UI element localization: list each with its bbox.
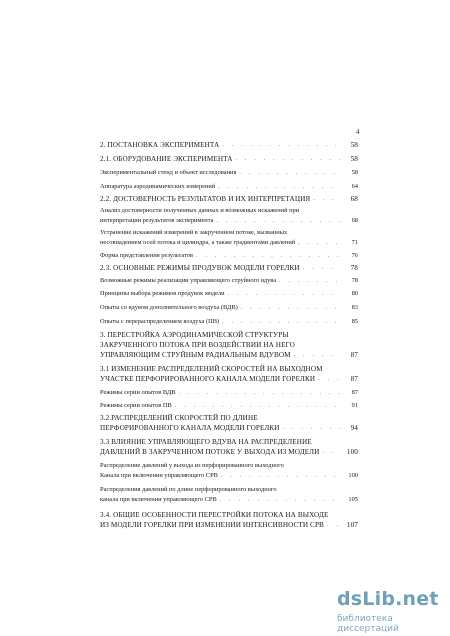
toc-entry-page: 100 [346, 448, 358, 456]
toc-entry-page: 68 [350, 195, 358, 203]
toc-entry [100, 263, 358, 273]
toc-entry-title: канала при включении управляющего СРВ [100, 496, 217, 503]
toc-entry-line: 3.4. ОБЩИЕ ОСОБЕННОСТИ ПЕРЕСТРОЙКИ ПОТОКА НА ВЫХОДЕ [100, 511, 329, 519]
toc-entry-line: Распределения давлений по длине перфорированного выходного [100, 486, 277, 493]
toc-entry-page: 71 [351, 239, 358, 246]
toc-entry-line: ЗАКРУЧЕННОГО ПОТОКА ПРИ ВОЗДЕЙСТВИИ НА НЕГО [100, 341, 295, 349]
toc-entry-title: несовпадением осей потока и цилиндра, а также градиентами давлений [100, 239, 296, 246]
toc-entry-title: УПРАВЛЯЮЩИМ СТРУЙНЫМ РАДИАЛЬНЫМ ВДУВОМ [100, 351, 291, 359]
toc-entry-page: 85 [351, 318, 358, 325]
toc-entry [100, 388, 358, 398]
toc-entry-line: Распределение давлений у выхода из перфорированного выходного [100, 462, 284, 469]
toc-entry-page: 87 [350, 375, 358, 383]
toc-entry-page: 87 [351, 389, 358, 396]
toc-entry-page: 78 [351, 277, 358, 284]
toc-entry-page: 68 [351, 217, 358, 224]
toc-entry-page: 105 [348, 496, 358, 503]
toc-entry [100, 276, 358, 286]
toc-entry [100, 206, 358, 226]
toc-entry-title: ДАВЛЕНИЙ В ЗАКРУЧЕННОМ ПОТОКЕ У ВЫХОДА ИЗ МОДЕЛИ [100, 448, 320, 456]
toc-entry-title: 2.1. ОБОРУДОВАНИЕ ЭКСПЕРИМЕНТА [100, 155, 233, 163]
toc-entry [100, 413, 358, 433]
toc-entry-page: 78 [350, 264, 358, 272]
watermark-logo: dsLib.net [337, 588, 439, 610]
toc-entry-title: ИЗ МОДЕЛИ ГОРЕЛКИ ПРИ ИЗМЕНЕНИИ ИНТЕНСИВНОСТИ СРВ [100, 521, 324, 529]
toc-entry-title: Опыты со вдувом дополнительного воздуха (ВДВ) [100, 304, 238, 311]
toc-entry [100, 485, 358, 505]
toc-entry-page: 58 [350, 141, 358, 149]
toc-entry [100, 194, 358, 204]
toc-entry-title: Опыты с перераспределением воздуха (ПВ) [100, 318, 220, 325]
toc-entry [100, 437, 358, 457]
watermark [333, 588, 449, 632]
toc-entry-title: Режимы серии опытов ВДВ [100, 389, 176, 396]
toc-entry-page: 83 [351, 304, 358, 311]
watermark-subtitle: библиотека диссертаций [337, 614, 399, 634]
toc-entry-page: 107 [346, 521, 358, 529]
toc-entry-title: ПЕРФОРИРОВАННОГО КАНАЛА МОДЕЛИ ГОРЕЛКИ [100, 424, 280, 432]
toc-entry-page: 91 [351, 402, 358, 409]
toc-entry-line: Анализ достоверности полученных данных и возможных искажений при [100, 207, 300, 214]
toc-entry-title: интерпретации результатов эксперимента [100, 217, 214, 224]
toc-entry [100, 168, 358, 178]
toc-entry-title: Аппаратура аэродинамических измерений [100, 183, 216, 190]
toc-entry-title: 2.2. ДОСТОВЕРНОСТЬ РЕЗУЛЬТАТОВ И ИХ ИНТЕРПРЕТАЦИЯ [100, 195, 311, 203]
toc-entry [100, 364, 358, 384]
toc-entry [100, 289, 358, 299]
toc-entry [100, 317, 358, 327]
toc-entry-line: Устранение искажений измерений в закрученном потоке, вызванных [100, 229, 288, 236]
toc-entry [100, 303, 358, 313]
toc-entry-line: 3.3 ВЛИЯНИЕ УПРАВЛЯЮЩЕГО ВДУВА НА РАСПРЕДЕЛЕНИЕ [100, 438, 312, 446]
toc-entry-page: 94 [350, 424, 358, 432]
toc-entry-title: 2.3. ОСНОВНЫЕ РЕЖИМЫ ПРОДУВОК МОДЕЛИ ГОРЕЛКИ [100, 264, 300, 272]
toc-entry-title: Канала при включении управляющего СРВ [100, 472, 218, 479]
toc-entry [100, 510, 358, 530]
toc-entry-line: 3. ПЕРЕСТРОЙКА АЭРОДИНАМИЧЕСКОЙ СТРУКТУРЫ [100, 331, 289, 339]
toc-entry [100, 401, 358, 411]
toc-entry-page: 76 [351, 252, 358, 259]
toc-entry [100, 140, 358, 150]
page-number: 4 [356, 128, 360, 136]
toc-entry [100, 154, 358, 164]
toc-entry-title: Форма представления результатов [100, 252, 194, 259]
toc-entry-title: Режимы серии опытов ПВ [100, 402, 172, 409]
toc-entry-page: 58 [351, 169, 358, 176]
toc-entry-title: Возможные режимы реализации управляющего струйного вдува [100, 277, 277, 284]
toc-entry-title: Экспериментальный стенд и объект исследования [100, 169, 237, 176]
toc-entry-title: Принципы выбора режимов продувок модели [100, 290, 225, 297]
toc-entry [100, 251, 358, 261]
toc-entry-page: 87 [350, 351, 358, 359]
toc-entry-page: 100 [348, 472, 358, 479]
toc-entry-line: 3.2.РАСПРЕДЕЛЕНИЙ СКОРОСТЕЙ ПО ДЛИНЕ [100, 414, 258, 422]
toc-entry-title: 2. ПОСТАНОВКА ЭКСПЕРИМЕНТА [100, 141, 220, 149]
toc-entry [100, 228, 358, 248]
toc-entry [100, 461, 358, 481]
toc-entry-page: 58 [350, 155, 358, 163]
toc-entry-title: УЧАСТКЕ ПЕРФОРИРОВАННОГО КАНАЛА МОДЕЛИ ГОРЕЛКИ [100, 375, 316, 383]
toc-entry-page: 64 [351, 183, 358, 190]
toc-entry [100, 330, 358, 360]
toc-entry [100, 182, 358, 192]
toc-entry-line: 3.1 ИЗМЕНЕНИЕ РАСПРЕДЕЛЕНИЙ СКОРОСТЕЙ НА ВЫХОДНОМ [100, 365, 323, 373]
toc-entry-page: 80 [351, 290, 358, 297]
